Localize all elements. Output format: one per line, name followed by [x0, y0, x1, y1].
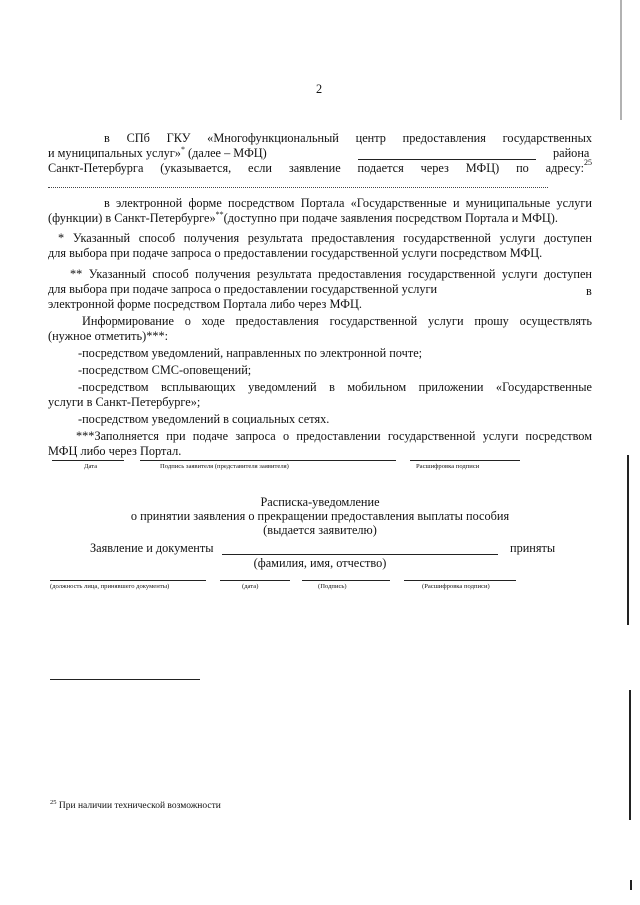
para1-line2-text: и муниципальных услуг» [48, 146, 181, 160]
note2-line2: для выбора при подаче запроса о предоставлении государственной услуги [48, 282, 438, 296]
note2-line3: электронной форме посредством Портала либо через МФЦ. [48, 297, 362, 311]
para2-line2-text-b: (доступно при подаче заявления посредством Портала и МФЦ). [223, 211, 558, 225]
scan-edge-mid [627, 455, 629, 625]
option-email: -посредством уведомлений, направленных по электронной почте; [78, 346, 423, 360]
footnote-mark: 25 [50, 799, 57, 806]
option-social: -посредством уведомлений в социальных сетях. [78, 412, 330, 426]
receipt-subtitle: о принятии заявления о прекращении предоставления выплаты пособия [130, 509, 510, 523]
option-sms: -посредством СМС-оповещений; [78, 363, 252, 377]
receipt-date-label: (дата) [242, 583, 259, 590]
note2-line2-v: в [586, 284, 592, 298]
scan-edge-low [629, 690, 631, 820]
receipt-decoding-label: (Расшифровка подписи) [422, 583, 490, 590]
signature-line [140, 460, 396, 461]
option-push-line1: -посредством всплывающих уведомлений в мобильном приложении «Государственные [78, 380, 592, 394]
decoding-label: Расшифровка подписи [416, 463, 480, 470]
footnote-separator [50, 679, 200, 680]
para2-line2-text: (функции) в Санкт-Петербурге» [48, 211, 216, 225]
para2-line1: в электронной форме посредством Портала «Государственные и муниципальные услуги [104, 196, 592, 210]
receipt-title: Расписка-уведомление [260, 495, 380, 509]
receipt-decoding-line [404, 580, 516, 581]
page-number: 2 [316, 82, 323, 96]
footnote-ref-25: 25 [584, 158, 592, 167]
note3-line1: ***Заполняется при подаче запроса о предоставлении государственной услуги посредством [76, 429, 592, 443]
inform-line1: Информирование о ходе предоставления государственной услуги прошу осуществлять [82, 314, 592, 328]
docs-label: Заявление и документы [90, 541, 214, 555]
para1-line2-text-b: (далее – МФЦ) [184, 146, 267, 160]
double-asterisk-mark: ** [215, 209, 224, 219]
para1-line2 [48, 146, 267, 161]
footnote-25 [50, 797, 221, 812]
para1-line1: в СПб ГКУ «Многофункциональный центр предоставления государственных [104, 131, 592, 145]
para2-line2 [48, 211, 558, 226]
note3-line2: МФЦ либо через Портал. [48, 444, 182, 458]
inform-line2: (нужное отметить)***: [48, 329, 169, 343]
receipt-signature-label: (Подпись) [318, 583, 347, 590]
note1-line2: для выбора при подаче запроса о предоставлении государственной услуги посредством МФЦ. [48, 246, 543, 260]
note1-line1: * Указанный способ получения результата предоставления государственной услуги доступен [58, 231, 592, 245]
asterisk-mark: * [180, 144, 185, 154]
accepted-label: приняты [510, 541, 556, 555]
address-blank [48, 187, 548, 188]
date-label: Дата [84, 463, 98, 470]
scan-edge-bottom [630, 880, 632, 890]
receipt-date-line [220, 580, 290, 581]
receipt-signature-line [302, 580, 390, 581]
decoding-line [410, 460, 520, 461]
fio-line [222, 554, 498, 555]
option-push-line2: услуги в Санкт-Петербурге»; [48, 395, 201, 409]
footnote-text: При наличии технической возможности [56, 801, 221, 812]
date-line [52, 460, 124, 461]
para1-rayon: района [553, 146, 590, 160]
fio-caption: (фамилия, имя, отчество) [253, 556, 387, 570]
signature-label: Подпись заявителя (представителя заявителя) [160, 463, 289, 470]
para1-line3: Санкт-Петербурга (указывается, если заявление подается через МФЦ) по адресу: [48, 161, 584, 175]
scan-edge-top [620, 0, 622, 120]
mfc-name-blank [358, 159, 536, 160]
note2-line1: ** Указанный способ получения результата предоставления государственной услуги доступен [70, 267, 592, 281]
position-label: (должность лица, принявшего документы) [50, 583, 170, 590]
receipt-issued: (выдается заявителю) [263, 523, 377, 537]
position-line [50, 580, 206, 581]
